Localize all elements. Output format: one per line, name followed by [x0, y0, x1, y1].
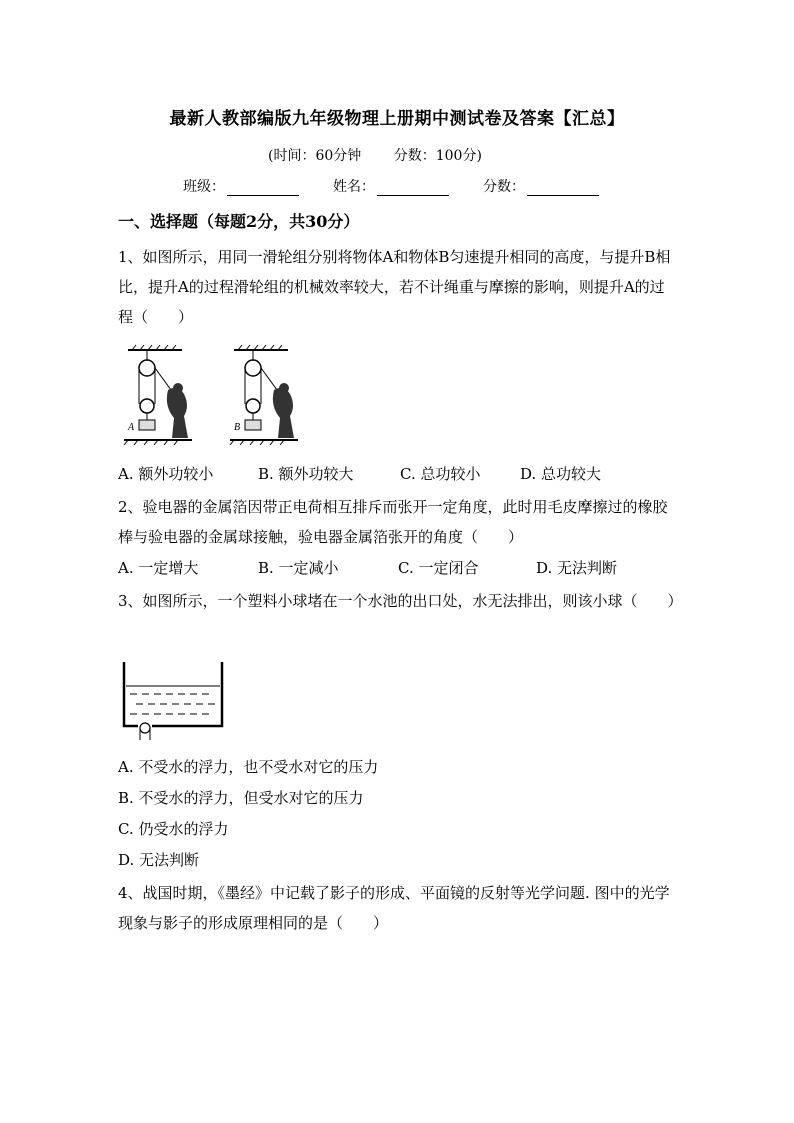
exam-score: 分数：100分) [393, 148, 482, 164]
q2-option-c[interactable]: C. 一定闭合 [398, 559, 479, 577]
pool-figure [120, 660, 230, 746]
q3-option-a[interactable]: A. 不受水的浮力，也不受水对它的压力 [118, 758, 379, 776]
exam-meta [268, 145, 510, 165]
q2-option-d[interactable]: D. 无法判断 [536, 559, 618, 577]
score-label: 分数： [483, 179, 525, 195]
pulley-diagram [122, 344, 322, 452]
q1-option-b[interactable]: B. 额外功较大 [258, 465, 354, 483]
q1-option-c[interactable]: C. 总功较小 [400, 465, 481, 483]
pulley-system-b [230, 345, 298, 445]
question-1-options [118, 463, 601, 484]
figure-label-a: A [128, 422, 135, 433]
q1-option-d[interactable]: D. 总功较大 [520, 465, 602, 483]
class-blank[interactable] [227, 179, 299, 196]
score-field[interactable] [483, 176, 599, 196]
question-4-text: 4、战国时期，《墨经》中记载了影子的形成、平面镜的反射等光学问题. 图中的光学现象与影子的形成原理相同的是（ ） [118, 884, 670, 932]
q3-option-c[interactable]: C. 仍受水的浮力 [118, 820, 229, 838]
name-label: 姓名： [333, 179, 375, 195]
question-2-options [118, 557, 617, 578]
question-1-text: 1、如图所示，用同一滑轮组分别将物体A和物体B匀速提升相同的高度，与提升B相比，提升A的过程滑轮组的机械效率较大，若不计绳重与摩擦的影响，则提升A的过程（ ） [118, 248, 671, 326]
figure-label-b: B [234, 422, 241, 433]
question-2-text: 2、验电器的金属箔因带正电荷相互排斥而张开一定角度，此时用毛皮摩擦过的橡胶棒与验电器的金属球接触，验电器金属箔张开的角度（ ） [118, 498, 668, 546]
pulley-figure [122, 344, 322, 456]
q1-option-a[interactable]: A. 额外功较小 [118, 465, 214, 483]
q3-option-d[interactable]: D. 无法判断 [118, 851, 200, 869]
score-blank[interactable] [527, 179, 599, 196]
pulley-system-a [124, 345, 192, 445]
class-label: 班级： [183, 179, 225, 195]
q2-option-b[interactable]: B. 一定减小 [258, 559, 339, 577]
section-heading: 一、选择题（每题2分，共30分） [118, 212, 360, 231]
student-info [183, 176, 633, 196]
class-field[interactable] [183, 176, 299, 196]
q3-option-b[interactable]: B. 不受水的浮力，但受水对它的压力 [118, 789, 364, 807]
q2-option-a[interactable]: A. 一定增大 [118, 559, 199, 577]
name-blank[interactable] [377, 179, 449, 196]
page-title: 最新人教部编版九年级物理上册期中测试卷及答案【汇总】 [169, 109, 625, 129]
question-3-text: 3、如图所示，一个塑料小球堵在一个水池的出口处，水无法排出，则该小球（ ） [118, 592, 683, 610]
exam-time: (时间：60分钟 [268, 148, 362, 164]
pool-diagram [120, 660, 230, 742]
name-field[interactable] [333, 176, 449, 196]
